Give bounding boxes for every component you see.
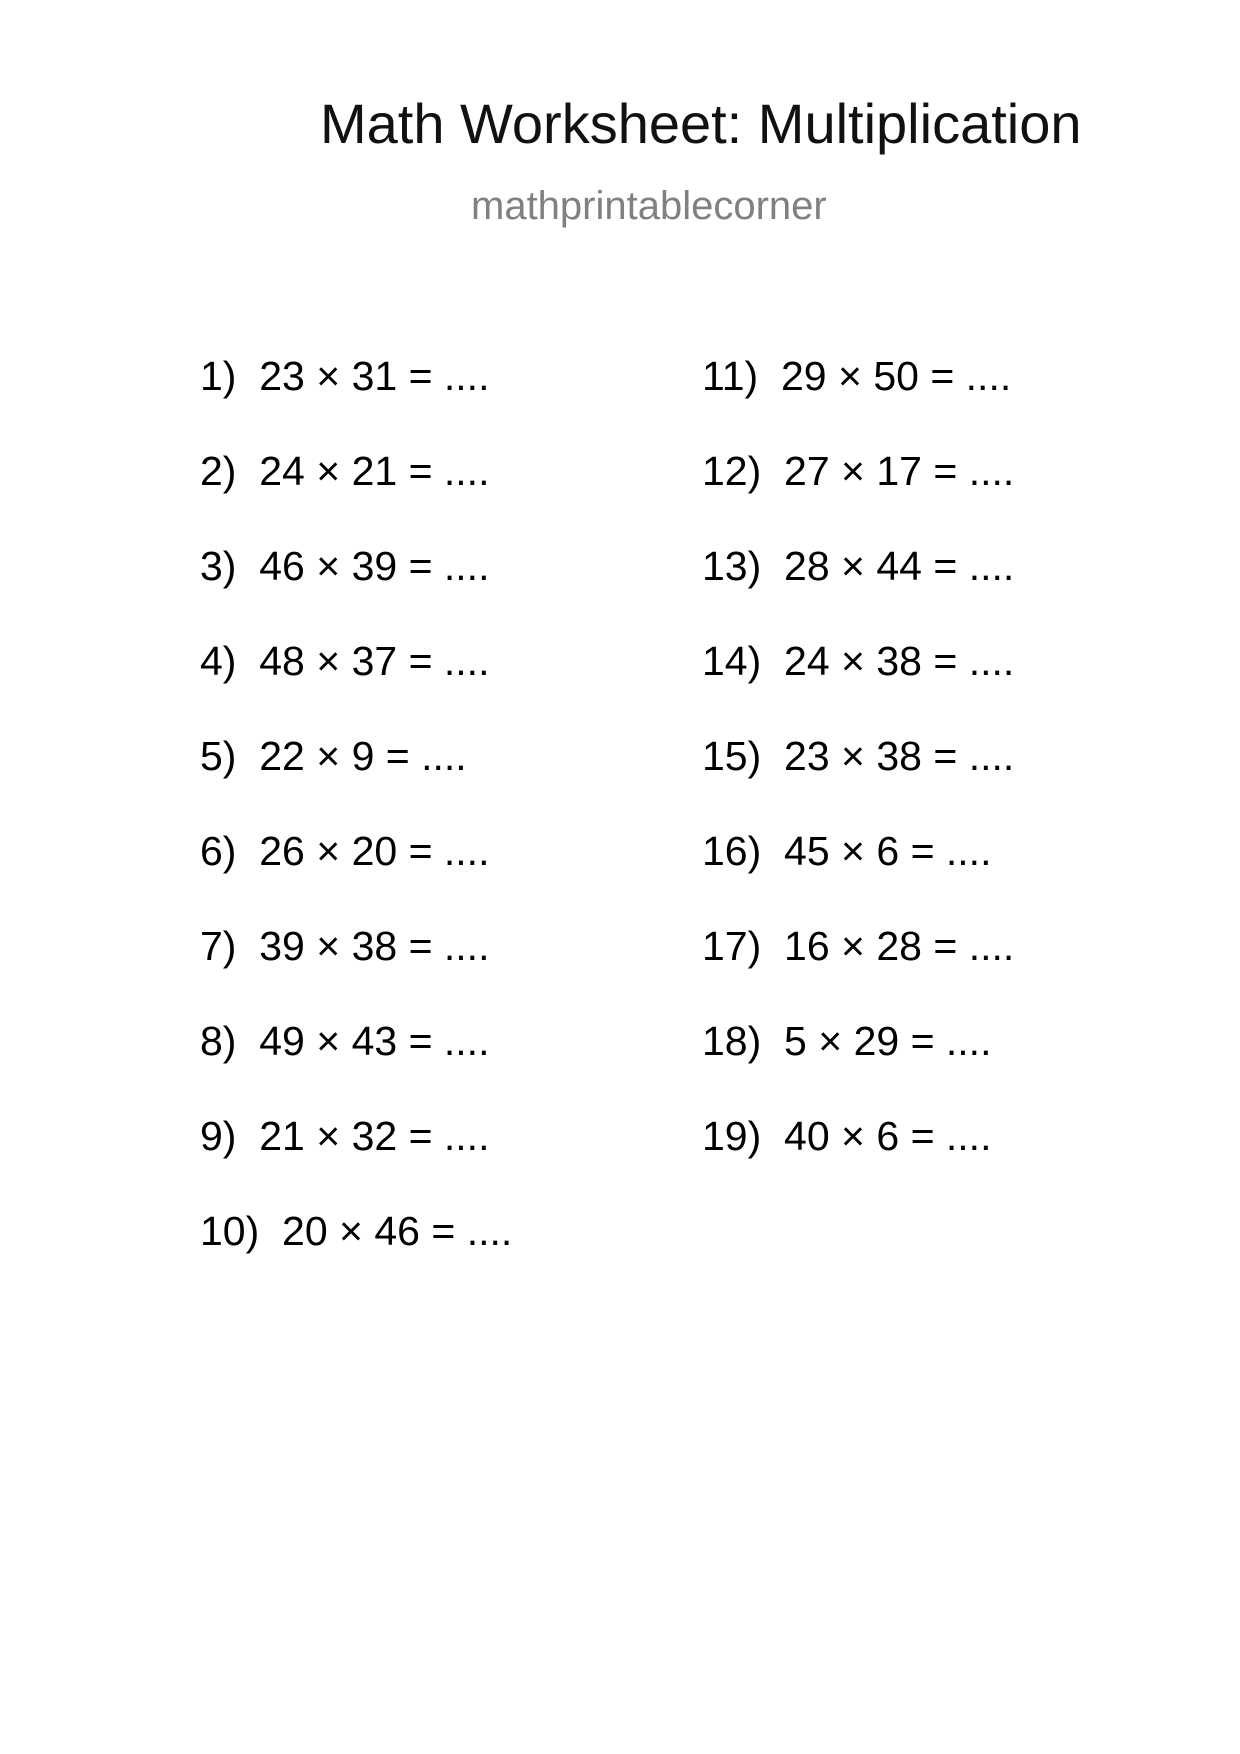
problem-12: 12) 27 × 17 = ....	[702, 448, 1015, 494]
page-title: Math Worksheet: Multiplication	[320, 92, 1082, 155]
problem-8: 8) 49 × 43 = ....	[200, 1018, 490, 1064]
problem-6: 6) 26 × 20 = ....	[200, 828, 490, 874]
problem-16: 16) 45 × 6 = ....	[702, 828, 992, 874]
problem-1: 1) 23 × 31 = ....	[200, 353, 490, 399]
problem-18: 18) 5 × 29 = ....	[702, 1018, 992, 1064]
problem-15: 15) 23 × 38 = ....	[702, 733, 1015, 779]
problem-list-right	[702, 353, 1015, 1211]
problem-14: 14) 24 × 38 = ....	[702, 638, 1015, 684]
problem-11: 11) 29 × 50 = ....	[702, 353, 1012, 399]
problem-17: 17) 16 × 28 = ....	[702, 923, 1015, 969]
problem-4: 4) 48 × 37 = ....	[200, 638, 490, 684]
problem-7: 7) 39 × 38 = ....	[200, 923, 490, 969]
problem-19: 19) 40 × 6 = ....	[702, 1113, 992, 1159]
problem-5: 5) 22 × 9 = ....	[200, 733, 467, 779]
problem-list-left	[200, 353, 513, 1306]
problem-3: 3) 46 × 39 = ....	[200, 543, 490, 589]
problem-9: 9) 21 × 32 = ....	[200, 1113, 490, 1159]
problem-13: 13) 28 × 44 = ....	[702, 543, 1015, 589]
site-name: mathprintablecorner	[471, 184, 827, 228]
problem-10: 10) 20 × 46 = ....	[200, 1208, 513, 1254]
problem-2: 2) 24 × 21 = ....	[200, 448, 490, 494]
